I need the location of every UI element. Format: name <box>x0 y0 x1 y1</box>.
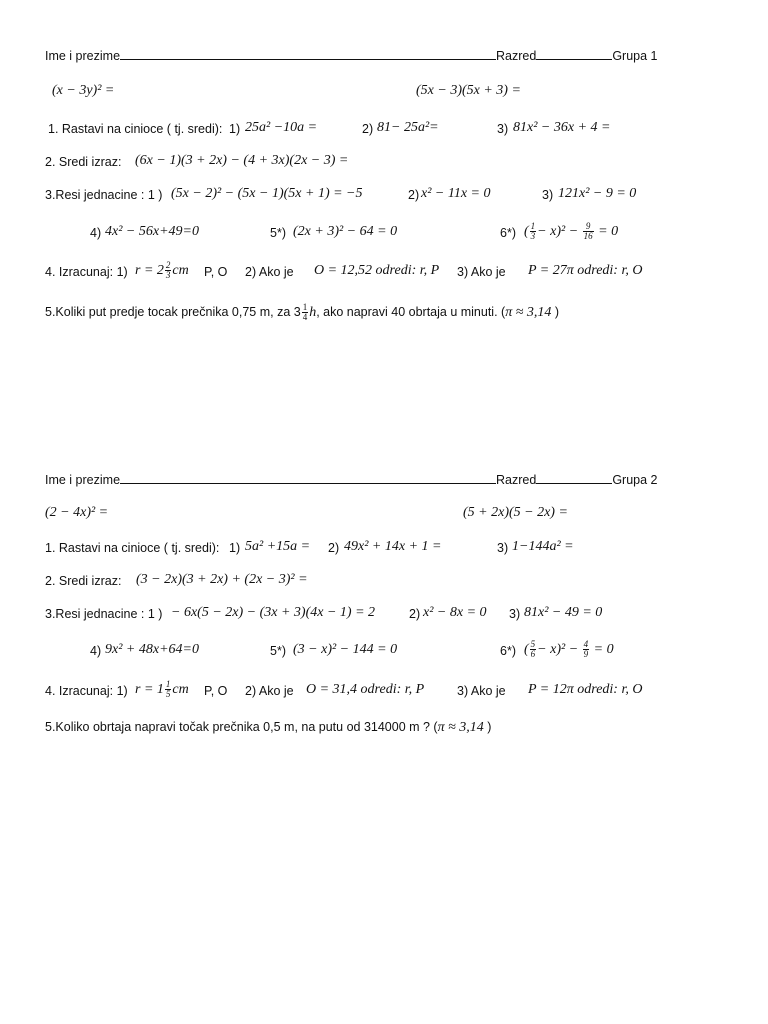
task-3-eq-5-num: 5*) <box>270 226 286 240</box>
task-3-eq-3: 81x² − 49 = 0 <box>524 605 603 620</box>
task-3-eq-6-num: 6*) <box>500 226 516 240</box>
task-4-part-2-expr: O = 12,52 odredi: r, P <box>314 263 440 278</box>
fraction: $\frac{1}{4}$ <box>302 302 308 323</box>
header-line <box>45 472 658 488</box>
task-3-eq-4-num: 4) <box>90 644 102 658</box>
task-3-eq-1: − 6x(5 − 2x) − (3x + 3)(4x − 1) = 2 <box>171 605 376 620</box>
task-2-label: 2. Sredi izraz: <box>45 155 122 169</box>
expression-left: (x − 3y)² = <box>52 83 115 98</box>
task-3-eq-6: ( $\frac{1}{3}$ − x)² − $\frac{9}{16}$ = 0 <box>524 221 619 242</box>
expression-right: (5x − 3)(5x + 3) = <box>416 83 521 98</box>
task-5: 5.Koliki put predje tocak prečnika 0,75 m, za 3 $\frac{1}{4}$ h, ako napravi 40 obrtaja u minuti. (π ≈ 3,14 ) <box>45 302 560 323</box>
group-label: Grupa 2 <box>612 473 658 487</box>
task-4-part-2-expr: O = 31,4 odredi: r, P <box>306 682 425 697</box>
task-4-part-3-expr: P = 27π odredi: r, O <box>528 263 643 278</box>
task-3-eq-3: 121x² − 9 = 0 <box>558 186 637 201</box>
class-label: Razred <box>496 473 537 487</box>
task-4-part-3-expr: P = 12π odredi: r, O <box>528 682 643 697</box>
task-3-eq-2-num: 2) <box>409 607 421 621</box>
expression-left: (2 − 4x)² = <box>45 505 109 520</box>
task-4-label: 4. Izracunaj: 1) <box>45 265 128 279</box>
task-1-part-3-expr: 1−144a² = <box>512 539 574 554</box>
task-1-part-3-num: 3) <box>497 541 509 555</box>
task-4-part-3-label: 3) Ako je <box>457 265 506 279</box>
task-3-eq-5-num: 5*) <box>270 644 286 658</box>
task-4-po: P, O <box>204 265 228 279</box>
task-1-part-3-expr: 81x² − 36x + 4 = <box>513 120 611 135</box>
task-3-eq-2-num: 2) <box>408 188 420 202</box>
task-1-part-2-num: 2) <box>362 122 374 136</box>
task-1-part-2-expr: 81− 25a²= <box>377 120 439 135</box>
expression-right: (5 + 2x)(5 − 2x) = <box>463 505 568 520</box>
class-label: Razred <box>496 49 537 63</box>
task-3-eq-3-num: 3) <box>509 607 521 621</box>
task-3-eq-2: x² − 8x = 0 <box>423 605 487 620</box>
header-line <box>45 48 658 64</box>
task-1-part-1-expr: 25a² −10a = <box>245 120 318 135</box>
task-4-radius: r = 1 $\frac{1}{5}$ cm <box>135 679 189 700</box>
name-blank <box>120 472 496 484</box>
task-1-part-1-expr: 5a² +15a = <box>245 539 311 554</box>
task-3-eq-6-num: 6*) <box>500 644 516 658</box>
group-label: Grupa 1 <box>612 49 658 63</box>
task-2-label: 2. Sredi izraz: <box>45 574 122 588</box>
task-3-eq-1: (5x − 2)² − (5x − 1)(5x + 1) = −5 <box>171 186 363 201</box>
class-blank <box>536 472 612 484</box>
fraction: $\frac{1}{5}$ <box>165 679 171 700</box>
task-3-eq-4: 4x² − 56x+49=0 <box>105 224 199 239</box>
task-4-po: P, O <box>204 684 228 698</box>
task-3-label: 3.Resi jednacine : 1 ) <box>45 188 163 202</box>
task-2-expr: (6x − 1)(3 + 2x) − (4 + 3x)(2x − 3) = <box>135 153 349 168</box>
task-3-eq-5: (2x + 3)² − 64 = 0 <box>293 224 398 239</box>
fraction: $\frac{9}{16}$ <box>583 221 593 242</box>
task-3-eq-2: x² − 11x = 0 <box>421 186 491 201</box>
task-4-part-2-label: 2) Ako je <box>245 684 294 698</box>
task-3-eq-3-num: 3) <box>542 188 554 202</box>
task-1-part-2-expr: 49x² + 14x + 1 = <box>344 539 442 554</box>
task-3-eq-5: (3 − x)² − 144 = 0 <box>293 642 398 657</box>
task-3-eq-4: 9x² + 48x+64=0 <box>105 642 199 657</box>
task-1-part-1-num: 1) <box>229 541 241 555</box>
name-label: Ime i prezime <box>45 473 121 487</box>
fraction: $\frac{5}{6}$ <box>530 639 536 660</box>
name-label: Ime i prezime <box>45 49 121 63</box>
task-3-eq-6: ( $\frac{5}{6}$ − x)² − $\frac{4}{9}$ = 0 <box>524 639 614 660</box>
task-3-eq-4-num: 4) <box>90 226 102 240</box>
task-4-part-2-label: 2) Ako je <box>245 265 294 279</box>
task-1-part-3-num: 3) <box>497 122 509 136</box>
task-2-expr: (3 − 2x)(3 + 2x) + (2x − 3)² = <box>136 572 308 587</box>
task-1-label: 1. Rastavi na cinioce ( tj. sredi): <box>45 541 220 555</box>
task-1-label: 1. Rastavi na cinioce ( tj. sredi): <box>48 122 223 136</box>
task-1-part-2-num: 2) <box>328 541 340 555</box>
fraction: $\frac{2}{3}$ <box>165 260 171 281</box>
task-5: 5.Koliko obrtaja napravi točak prečnika 0,5 m, na putu od 314000 m ? (π ≈ 3,14 ) <box>45 720 492 735</box>
fraction: $\frac{1}{3}$ <box>530 221 536 242</box>
task-4-radius: r = 2 $\frac{2}{3}$ cm <box>135 260 189 281</box>
task-4-label: 4. Izracunaj: 1) <box>45 684 128 698</box>
fraction: $\frac{4}{9}$ <box>583 639 589 660</box>
task-4-part-3-label: 3) Ako je <box>457 684 506 698</box>
task-1-part-1-num: 1) <box>229 122 241 136</box>
name-blank <box>120 48 496 60</box>
class-blank <box>536 48 612 60</box>
task-3-label: 3.Resi jednacine : 1 ) <box>45 607 163 621</box>
